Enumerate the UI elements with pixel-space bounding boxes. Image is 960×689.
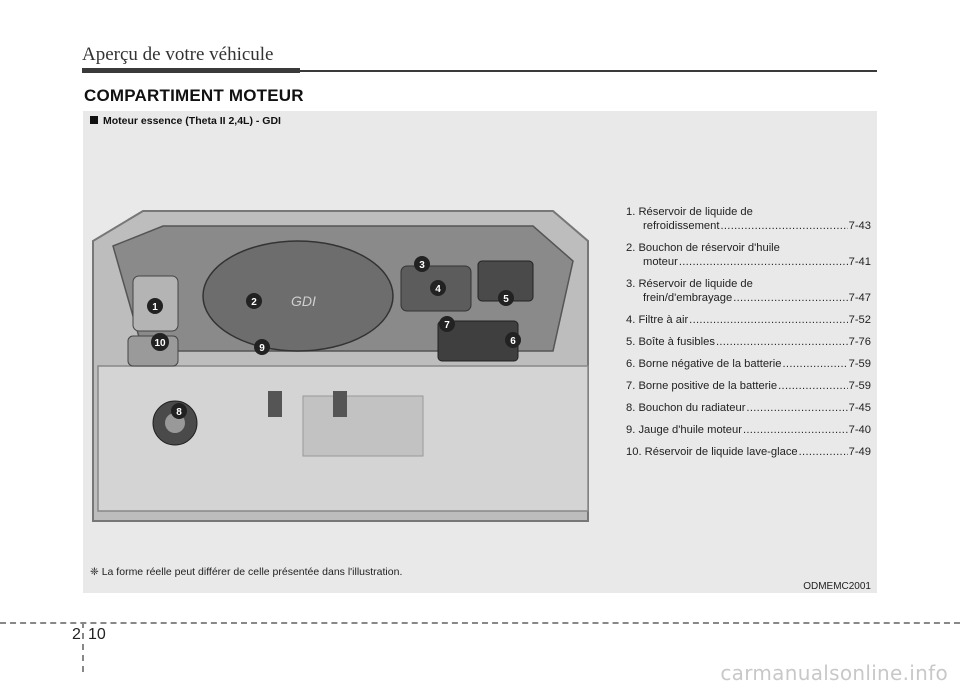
illustration-panel bbox=[83, 111, 877, 593]
callout-8 bbox=[171, 403, 187, 419]
callout-2 bbox=[246, 293, 262, 309]
callout-4 bbox=[430, 280, 446, 296]
legend-item-8: 8. Bouchon du radiateur ..... 7-45 bbox=[626, 401, 871, 415]
engine-badge: GDI bbox=[291, 293, 316, 309]
watermark: carmanualsonline.info bbox=[720, 661, 948, 685]
cover-latch bbox=[268, 391, 282, 417]
legend-item-5: 5. Boîte à fusibles ..... 7-76 bbox=[626, 335, 871, 349]
footer-divider bbox=[82, 622, 84, 672]
panel-heading-text: Moteur essence (Theta II 2,4L) - GDI bbox=[103, 115, 281, 127]
callout-1 bbox=[147, 298, 163, 314]
engine-illustration bbox=[83, 201, 603, 561]
svg-text:8: 8 bbox=[176, 407, 182, 418]
legend-item-4: 4. Filtre à air ..... 7-52 bbox=[626, 313, 871, 327]
legend-item-9: 9. Jauge d'huile moteur ..... 7-40 bbox=[626, 423, 871, 437]
header-rule-thin bbox=[300, 70, 877, 72]
image-code: ODMEMC2001 bbox=[803, 581, 871, 592]
header-rule-dark bbox=[82, 68, 300, 73]
square-bullet-icon bbox=[90, 116, 98, 124]
callout-10 bbox=[151, 333, 169, 351]
svg-text:10: 10 bbox=[154, 338, 166, 349]
legend-item-2: 2. Bouchon de réservoir d'huile moteur ..... 7-41 bbox=[626, 241, 871, 269]
cover-slot bbox=[303, 396, 423, 456]
illustration-note: ❈ La forme réelle peut différer de celle présentée dans l'illustration. bbox=[90, 566, 403, 578]
page-number: 10 bbox=[88, 626, 106, 643]
legend-item-3: 3. Réservoir de liquide de frein/d'embrayage ..... 7-47 bbox=[626, 277, 871, 305]
svg-text:5: 5 bbox=[503, 294, 509, 305]
legend-item-6: 6. Borne négative de la batterie ..... 7-59 bbox=[626, 357, 871, 371]
chapter-title: Aperçu de votre véhicule bbox=[82, 44, 274, 65]
component-legend bbox=[626, 205, 871, 467]
panel-heading bbox=[90, 115, 281, 127]
svg-text:2: 2 bbox=[251, 297, 257, 308]
svg-text:7: 7 bbox=[444, 320, 450, 331]
legend-item-10: 10. Réservoir de liquide lave-glace ..... 7-49 bbox=[626, 445, 871, 459]
svg-text:1: 1 bbox=[152, 302, 158, 313]
svg-text:6: 6 bbox=[510, 336, 516, 347]
svg-text:3: 3 bbox=[419, 260, 425, 271]
section-title: COMPARTIMENT MOTEUR bbox=[84, 86, 304, 105]
callout-3 bbox=[414, 256, 430, 272]
legend-item-1: 1. Réservoir de liquide de refroidissement ..... 7-43 bbox=[626, 205, 871, 233]
svg-text:4: 4 bbox=[435, 284, 441, 295]
footer-rule bbox=[0, 622, 960, 624]
callout-7 bbox=[439, 316, 455, 332]
callout-6 bbox=[505, 332, 521, 348]
cover-latch-2 bbox=[333, 391, 347, 417]
svg-text:9: 9 bbox=[259, 343, 265, 354]
callout-9 bbox=[254, 339, 270, 355]
legend-item-7: 7. Borne positive de la batterie ..... 7-59 bbox=[626, 379, 871, 393]
page-chapter: 2 bbox=[72, 626, 81, 643]
callout-5 bbox=[498, 290, 514, 306]
